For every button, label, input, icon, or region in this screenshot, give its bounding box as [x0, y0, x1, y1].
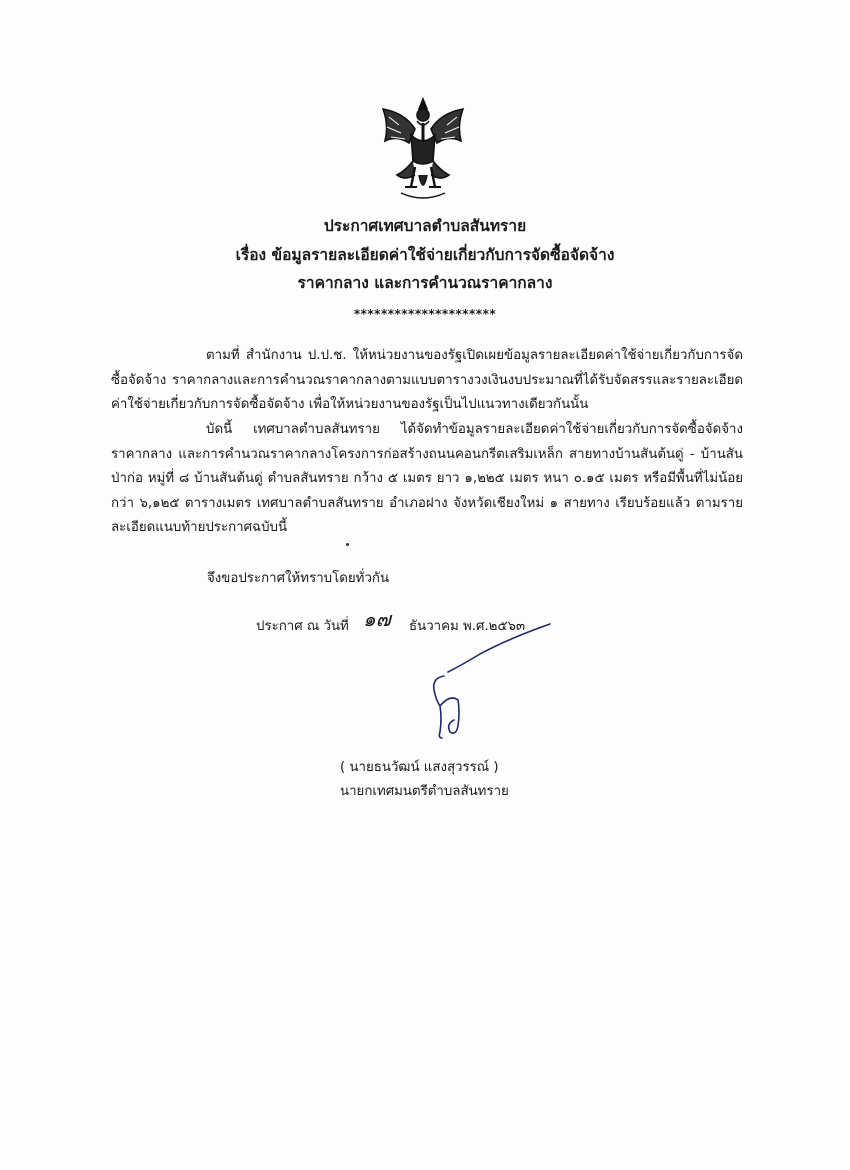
signer-title: นายกเทศมนตรีตำบลสันทราย: [340, 784, 509, 799]
stray-mark: [346, 543, 349, 546]
separator: *********************: [353, 307, 497, 321]
signer-name: ( นายธนวัฒน์ แสงสุวรรณ์ ): [340, 760, 499, 775]
garuda-emblem-icon: [375, 95, 471, 205]
announcement-title: ประกาศเทศบาลตำบลสันทราย: [323, 217, 527, 235]
paragraph-1: ตามที่ สำนักงาน ป.ป.ช. ให้หน่วยงานของรัฐเปิดเผยข้อมูลรายละเอียดค่าใช้จ่ายเกี่ยวกับการจัดซื้อจัดจ้าง ราคากลางและการคำนวณราคากลางตามแบบตารางวงเงินงบประมาณที่ได้รับจัดสรรและรายละเอียดค่าใช้จ่ายเกี่ยวกับการจัดซื้อจัดจ้าง เพื่อให้หน่วยงานของรัฐเป็นไปแนวทางเดียวกันนั้น: [111, 348, 743, 412]
announcement-subject: เรื่อง ข้อมูลรายละเอียดค่าใช้จ่ายเกี่ยวกับการจัดซื้อจัดจ้าง: [235, 246, 615, 264]
paragraph-2: บัดนี้ เทศบาลตำบลสันทราย ได้จัดทำข้อมูลรายละเอียดค่าใช้จ่ายเกี่ยวกับการจัดซื้อจัดจ้าง ราคากลาง และการคำนวณราคากลางโครงการก่อสร้างถนนคอนกรีตเสริมเหล็ก สายทางบ้านสันต้นดู่ - บ้านสันป่าก่อ หมู่ที่ ๘ บ้านสันต้นดู่ ตำบลสันทราย กว้าง ๕ เมตร ยาว ๑,๒๒๕ เมตร หนา ๐.๑๕ เมตร หรือมีพื้นที่ไม่น้อยกว่า ๖,๑๒๕ ตารางเมตร เทศบาลตำบลสันทราย อำเภอฝาง จังหวัดเชียงใหม่ ๑ สายทาง เรียบร้อยแล้ว ตามรายละเอียดแนบท้ายประกาศฉบับนี้: [111, 422, 743, 535]
date-prefix: ประกาศ ณ วันที่: [256, 619, 349, 634]
handwritten-day: ๑๗: [363, 607, 391, 631]
date-month-year: ธันวาคม พ.ศ.๒๕๖๓: [409, 619, 526, 634]
announcement-subject-line2: ราคากลาง และการคำนวณราคากลาง: [297, 274, 553, 292]
closing-text: จึงขอประกาศให้ทราบโดยทั่วกัน: [207, 571, 390, 586]
handwritten-signature-icon: [400, 620, 560, 745]
